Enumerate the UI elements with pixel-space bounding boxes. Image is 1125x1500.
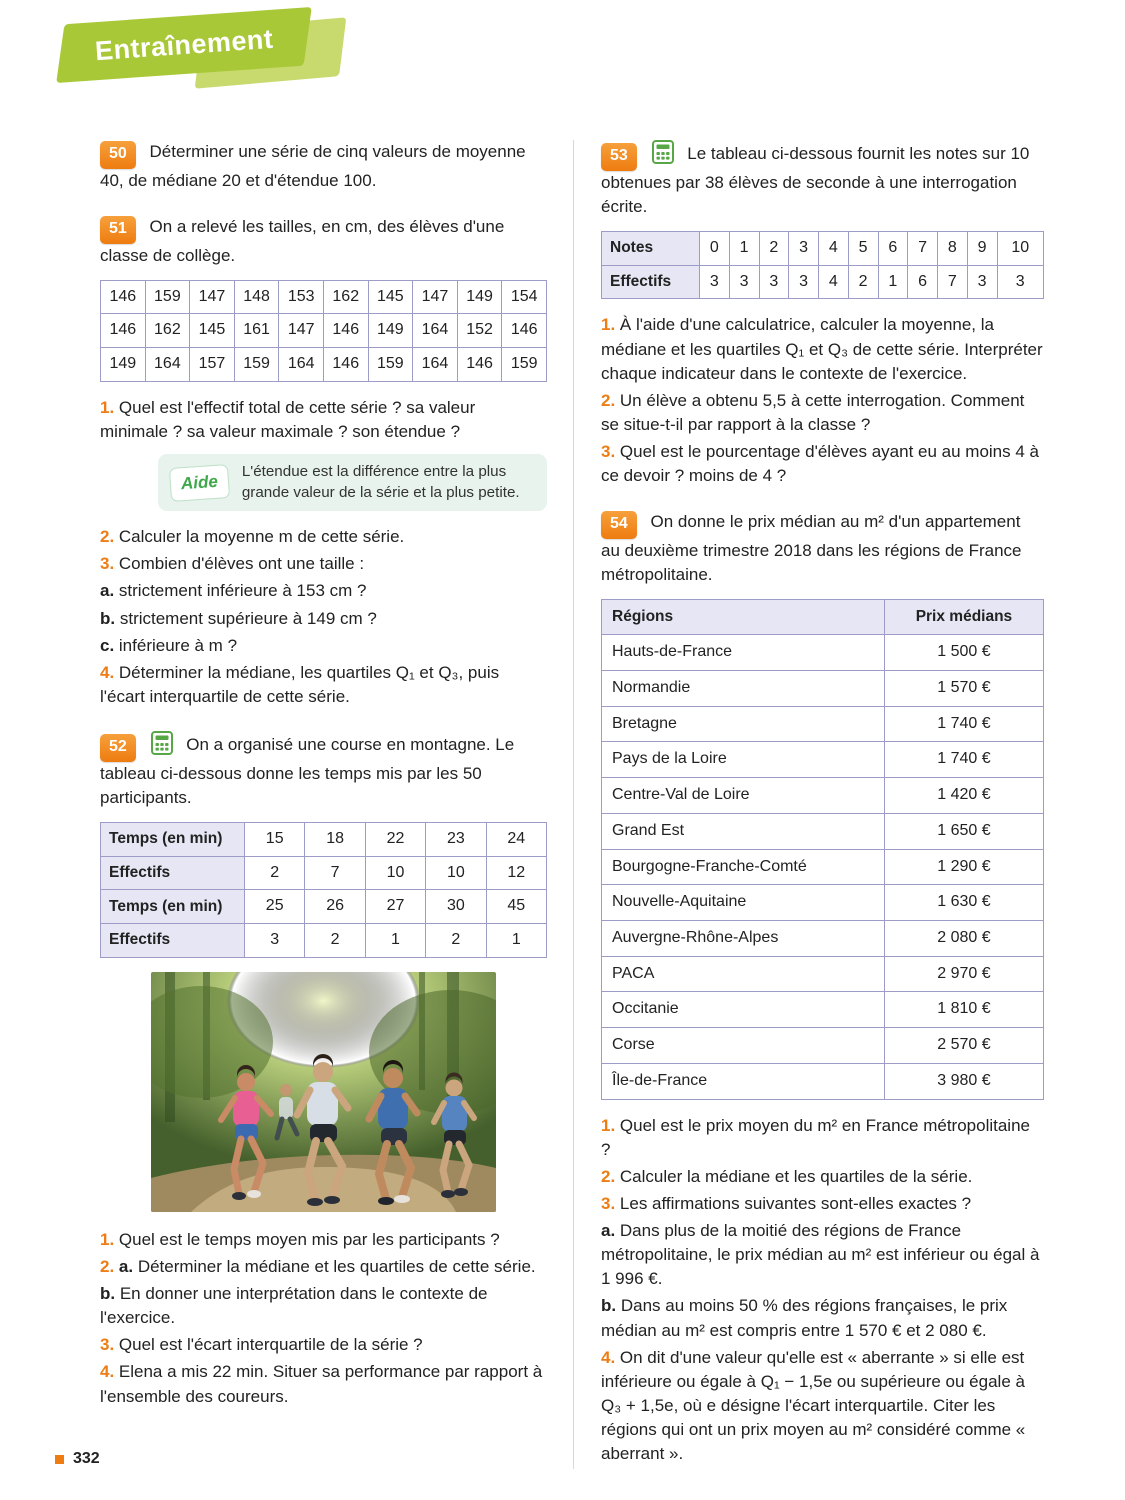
question-text: Les affirmations suivantes sont-elles exactes ?	[619, 1193, 972, 1213]
question-text: Quel est le temps moyen mis par les participants ?	[118, 1229, 500, 1249]
table-cell: 27	[365, 890, 425, 924]
table-row	[101, 890, 547, 924]
table-row	[602, 1028, 1044, 1064]
table-row	[602, 231, 1044, 265]
question-text: Quel est le pourcentage d'élèves ayant eu au moins 4 à ce devoir ? moins de 4 ?	[601, 442, 1039, 486]
table-cell: Temps (en min)	[101, 890, 245, 924]
table-cell: 164	[413, 314, 458, 348]
question-number: 1.	[100, 1229, 119, 1249]
table-cell: 159	[234, 348, 279, 382]
table-cell: 23	[426, 822, 486, 856]
table-cell: PACA	[602, 956, 885, 992]
table-cell: 3 980 €	[884, 1063, 1043, 1099]
table-cell: 146	[502, 314, 547, 348]
table-row	[101, 348, 547, 382]
question-number: 4.	[100, 662, 119, 682]
table-cell: 146	[457, 348, 502, 382]
question-number: 4.	[601, 1347, 620, 1367]
table-cell: 1 740 €	[884, 706, 1043, 742]
table-cell: 1 290 €	[884, 849, 1043, 885]
table-cell: 2	[426, 924, 486, 958]
table-cell: 4	[819, 231, 849, 265]
table-cell: 7	[938, 265, 968, 299]
table-cell: Grand Est	[602, 813, 885, 849]
question-number: 2.	[601, 390, 620, 410]
table-cell: 3	[997, 265, 1044, 299]
exercise-53-questions	[601, 313, 1044, 488]
table-cell: 3	[700, 265, 730, 299]
page-columns	[100, 140, 1045, 1469]
exercise-50-badge: 50	[100, 141, 136, 169]
table-cell: 3	[729, 265, 759, 299]
table-cell: 147	[190, 280, 235, 314]
table-cell: Corse	[602, 1028, 885, 1064]
exercise-54-questions	[601, 1114, 1044, 1467]
table-cell: 3	[967, 265, 997, 299]
exercise-50-text: Déterminer une série de cinq valeurs de moyenne 40, de médiane 20 et d'étendue 100.	[100, 142, 526, 190]
table-cell: 146	[101, 314, 146, 348]
table-cell: 161	[234, 314, 279, 348]
table-cell: 162	[323, 280, 368, 314]
table-cell: Effectifs	[101, 924, 245, 958]
table-cell: 30	[426, 890, 486, 924]
table-cell: 149	[368, 314, 413, 348]
question-letter: c.	[100, 635, 119, 655]
question	[100, 1228, 547, 1252]
question-text: Calculer la moyenne m de cette série.	[118, 527, 405, 547]
table-cell: 162	[145, 314, 190, 348]
table-cell: 10	[997, 231, 1044, 265]
table-cell: Hauts-de-France	[602, 635, 885, 671]
exercise-50-intro	[100, 140, 547, 193]
question	[100, 1282, 547, 1330]
question-letter: a.	[601, 1221, 620, 1241]
table-cell: 1	[365, 924, 425, 958]
question	[601, 1346, 1044, 1467]
question-text: inférieure à m ?	[118, 635, 238, 655]
exercise-54-text: On donne le prix médian au m² d'un appartement au deuxième trimestre 2018 dans les régions de France métropolitaine.	[601, 512, 1022, 585]
table-cell: 10	[426, 856, 486, 890]
question	[100, 1333, 547, 1357]
question-text: Quel est le prix moyen du m² en France métropolitaine ?	[601, 1115, 1030, 1159]
table-row	[602, 992, 1044, 1028]
table-cell: 1 570 €	[884, 670, 1043, 706]
footer-square-icon	[55, 1455, 64, 1464]
exercise-51-intro	[100, 215, 547, 268]
table-row	[602, 635, 1044, 671]
table-row	[602, 1063, 1044, 1099]
table-cell: 157	[190, 348, 235, 382]
question	[601, 1165, 1044, 1189]
table-cell: 1 630 €	[884, 885, 1043, 921]
table-cell: 2	[245, 856, 305, 890]
table-row	[602, 706, 1044, 742]
table-cell: 146	[323, 348, 368, 382]
entrainement-banner	[48, 4, 348, 100]
table-cell: 1 420 €	[884, 778, 1043, 814]
table-cell: 1 810 €	[884, 992, 1043, 1028]
question-text: À l'aide d'une calculatrice, calculer la moyenne, la médiane et les quartiles Q₁ et Q₃ de cette série. Interpréter chaque indicateur dans le contexte de l'exercice.	[601, 315, 1043, 383]
table-cell: 146	[323, 314, 368, 348]
table-cell: Pays de la Loire	[602, 742, 885, 778]
exercise-52-badge: 52	[100, 734, 136, 762]
question-text: On dit d'une valeur qu'elle est « aberrante » si elle est inférieure ou égale à Q₁ − 1,5e ou supérieure ou égale à Q₃ + 1,5e, où e désigne l'écart interquartile. Citer les régions qui ont un prix moyen au m² considéré comme « aberrant ».	[601, 1347, 1026, 1464]
question	[601, 389, 1044, 437]
table-cell: 149	[457, 280, 502, 314]
question	[601, 1114, 1044, 1162]
table-cell: 15	[245, 822, 305, 856]
question-number: 2.	[100, 527, 119, 547]
calculator-icon	[651, 140, 675, 164]
times-table	[100, 822, 547, 958]
exercise-53-intro	[601, 140, 1044, 219]
table-cell: 159	[502, 348, 547, 382]
question-text: Un élève a obtenu 5,5 à cette interrogation. Comment se situe-t-il par rapport à la classe ?	[601, 390, 1025, 434]
question	[601, 1294, 1044, 1342]
table-cell: 45	[486, 890, 546, 924]
question-number: 2.	[601, 1166, 620, 1186]
question-letter: a.	[100, 581, 119, 601]
table-row	[602, 849, 1044, 885]
table-cell: 2 570 €	[884, 1028, 1043, 1064]
table-cell: 1 740 €	[884, 742, 1043, 778]
table-cell: 7	[305, 856, 365, 890]
table-cell: 22	[365, 822, 425, 856]
aide-label: Aide	[169, 464, 230, 502]
question	[100, 579, 547, 603]
question-letter: b.	[100, 1284, 120, 1304]
page-number: 332	[73, 1450, 100, 1467]
question	[601, 313, 1044, 385]
exercise-51-question-1	[100, 396, 547, 444]
page-footer	[55, 1450, 100, 1468]
table-cell: 8	[938, 231, 968, 265]
table-cell: 5	[848, 231, 878, 265]
table-cell: 1	[878, 265, 908, 299]
exercise-51-badge: 51	[100, 216, 136, 244]
aide-box	[158, 454, 547, 511]
table-cell: 6	[878, 231, 908, 265]
table-cell: 3	[789, 231, 819, 265]
aide-text: L'étendue est la différence entre la plus grande valeur de la série et la plus petite.	[241, 463, 520, 501]
question-text: Combien d'élèves ont une taille :	[118, 554, 365, 574]
heights-table	[100, 280, 547, 382]
table-cell: 4	[819, 265, 849, 299]
question-number: 3.	[601, 442, 620, 462]
table-row	[101, 314, 547, 348]
notes-table	[601, 231, 1044, 299]
runners-photo	[151, 972, 496, 1212]
table-row	[101, 822, 547, 856]
question-number: 3.	[100, 554, 119, 574]
question-text: Elena a mis 22 min. Situer sa performance par rapport à l'ensemble des coureurs.	[100, 1362, 543, 1406]
table-cell: 147	[279, 314, 324, 348]
question-number: 1.	[601, 315, 620, 335]
table-cell: Effectifs	[602, 265, 700, 299]
regions-table	[601, 599, 1044, 1099]
calculator-icon	[150, 731, 174, 755]
table-row	[602, 956, 1044, 992]
exercise-53-text: Le tableau ci-dessous fournit les notes sur 10 obtenues par 38 élèves de seconde à une interrogation écrite.	[601, 144, 1030, 216]
table-cell: Bourgogne-Franche-Comté	[602, 849, 885, 885]
table-cell: Prix médians	[884, 600, 1043, 635]
table-cell: 2	[305, 924, 365, 958]
table-cell: 1	[729, 231, 759, 265]
exercise-51-questions	[100, 525, 547, 709]
table-cell: 159	[368, 348, 413, 382]
table-cell: 2 970 €	[884, 956, 1043, 992]
question-number: 1.	[601, 1115, 620, 1135]
question-text: Quel est l'effectif total de cette série ? sa valeur minimale ? sa valeur maximale ? son étendue ?	[100, 397, 476, 441]
table-row	[101, 280, 547, 314]
table-cell: 2	[848, 265, 878, 299]
question-number: 2.	[100, 1256, 119, 1276]
question-text: Dans au moins 50 % des régions françaises, le prix médian au m² est compris entre 1 570 € et 2 080 €.	[601, 1296, 1008, 1340]
table-cell: Île-de-France	[602, 1063, 885, 1099]
table-cell: 18	[305, 822, 365, 856]
question-letter: b.	[601, 1296, 621, 1316]
table-cell: 154	[502, 280, 547, 314]
table-cell: 159	[145, 280, 190, 314]
question-text: Dans plus de la moitié des régions de France métropolitaine, le prix médian au m² est inférieur ou égal à 1 996 €.	[601, 1221, 1040, 1289]
table-cell: 9	[967, 231, 997, 265]
table-cell: 0	[700, 231, 730, 265]
question-text: Calculer la médiane et les quartiles de la série.	[619, 1166, 973, 1186]
table-row	[602, 670, 1044, 706]
table-cell: 10	[365, 856, 425, 890]
table-row	[602, 600, 1044, 635]
table-cell: 2 080 €	[884, 921, 1043, 957]
question-text: Déterminer la médiane et les quartiles de cette série.	[137, 1256, 536, 1276]
question-number: 1.	[100, 397, 119, 417]
table-cell: Temps (en min)	[101, 822, 245, 856]
exercise-54-intro	[601, 510, 1044, 587]
table-cell: Occitanie	[602, 992, 885, 1028]
table-cell: 1 500 €	[884, 635, 1043, 671]
question-letter: b.	[100, 608, 120, 628]
question	[100, 634, 547, 658]
question	[100, 661, 547, 709]
table-row	[602, 742, 1044, 778]
table-cell: 147	[413, 280, 458, 314]
question	[601, 1219, 1044, 1291]
table-cell: 3	[759, 265, 789, 299]
table-cell: Effectifs	[101, 856, 245, 890]
question	[100, 607, 547, 631]
table-cell: 148	[234, 280, 279, 314]
question-number: 3.	[601, 1193, 620, 1213]
table-cell: 145	[190, 314, 235, 348]
question-text: En donner une interprétation dans le contexte de l'exercice.	[100, 1284, 488, 1328]
table-cell: Notes	[602, 231, 700, 265]
table-cell: 1 650 €	[884, 813, 1043, 849]
table-cell: 25	[245, 890, 305, 924]
table-row	[101, 856, 547, 890]
table-row	[602, 778, 1044, 814]
table-cell: Centre-Val de Loire	[602, 778, 885, 814]
table-cell: 164	[279, 348, 324, 382]
question-letter: a.	[118, 1256, 138, 1276]
table-cell: 146	[101, 280, 146, 314]
table-row	[602, 265, 1044, 299]
table-cell: 145	[368, 280, 413, 314]
table-cell: 149	[101, 348, 146, 382]
table-cell: 12	[486, 856, 546, 890]
table-cell: 3	[789, 265, 819, 299]
exercise-53-badge: 53	[601, 143, 637, 171]
table-cell: 2	[759, 231, 789, 265]
table-cell: 7	[908, 231, 938, 265]
table-cell: Auvergne-Rhône-Alpes	[602, 921, 885, 957]
table-cell: 3	[245, 924, 305, 958]
banner-label: Entraînement	[93, 23, 275, 66]
table-row	[602, 885, 1044, 921]
table-cell: 26	[305, 890, 365, 924]
question	[100, 552, 547, 576]
question	[601, 1192, 1044, 1216]
table-cell: Régions	[602, 600, 885, 635]
exercise-52-text: On a organisé une course en montagne. Le tableau ci-dessous donne les temps mis par les 50 participants.	[100, 735, 515, 807]
table-cell: 164	[413, 348, 458, 382]
table-cell: Nouvelle-Aquitaine	[602, 885, 885, 921]
exercise-52-intro	[100, 731, 547, 810]
table-cell: 153	[279, 280, 324, 314]
table-cell: 1	[486, 924, 546, 958]
question-text: strictement inférieure à 153 cm ?	[118, 581, 367, 601]
table-row	[101, 924, 547, 958]
question	[100, 1360, 547, 1408]
table-row	[602, 921, 1044, 957]
question	[601, 440, 1044, 488]
question-number: 3.	[100, 1335, 119, 1355]
question-text: Déterminer la médiane, les quartiles Q₁ et Q₃, puis l'écart interquartile de cette série.	[100, 662, 500, 706]
table-cell: 152	[457, 314, 502, 348]
question-number: 4.	[100, 1362, 119, 1382]
exercise-52-questions	[100, 1228, 547, 1409]
right-column	[573, 140, 1044, 1469]
question	[100, 1255, 547, 1279]
left-column	[100, 140, 573, 1469]
table-row	[602, 813, 1044, 849]
question-text: Quel est l'écart interquartile de la série ?	[118, 1335, 423, 1355]
table-cell: 164	[145, 348, 190, 382]
question	[100, 525, 547, 549]
table-cell: 6	[908, 265, 938, 299]
question-text: strictement supérieure à 149 cm ?	[119, 608, 377, 628]
exercise-51-text: On a relevé les tailles, en cm, des élèves d'une classe de collège.	[100, 216, 505, 265]
table-cell: Bretagne	[602, 706, 885, 742]
exercise-54-badge: 54	[601, 511, 637, 539]
table-cell: 24	[486, 822, 546, 856]
question	[100, 396, 547, 444]
table-cell: Normandie	[602, 670, 885, 706]
